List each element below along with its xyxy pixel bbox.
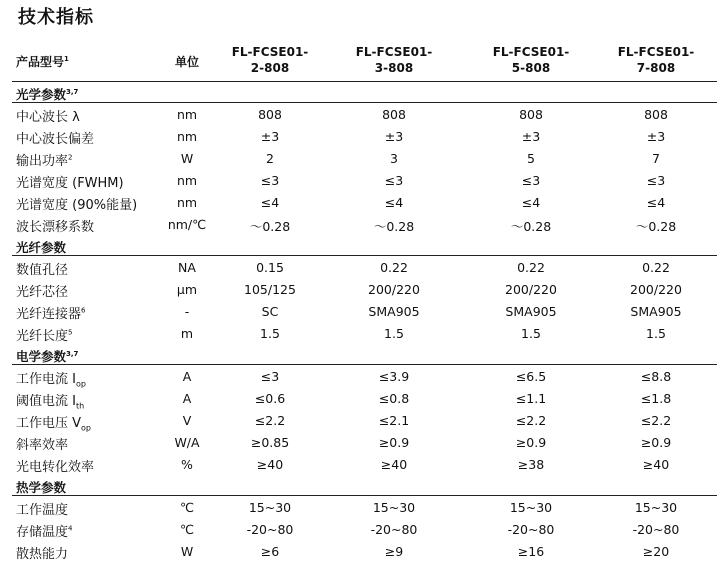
parameter-name: 数值孔径 xyxy=(16,263,69,278)
table-row xyxy=(12,278,717,300)
value-cell: ≤2.2 xyxy=(640,413,672,428)
value-cell: ≤4 xyxy=(260,195,280,210)
value-cell: ≤6.5 xyxy=(515,369,547,384)
value-cell: ～0.28 xyxy=(635,219,677,234)
value-cell: 1.5 xyxy=(521,326,541,341)
value-cell: ≥16 xyxy=(517,544,545,559)
model-column-header: 产品型号$^1$ xyxy=(16,55,69,69)
value-cell: 3 xyxy=(390,151,398,166)
value-cell: ～0.28 xyxy=(510,219,552,234)
parameter-name: 散热能力 xyxy=(16,547,69,562)
value-cell: ≥0.9 xyxy=(640,435,672,450)
value-cell: SMA905 xyxy=(368,304,420,319)
value-cell: ≤1.1 xyxy=(515,391,547,406)
value-cell: ≥38 xyxy=(517,457,545,472)
value-cell: 7 xyxy=(652,151,660,166)
unit-cell: μm xyxy=(176,282,198,297)
value-cell: ≤3.9 xyxy=(378,369,410,384)
parameter-name: 存储温度$^4$ xyxy=(16,524,73,540)
unit-cell: NA xyxy=(178,260,196,275)
model-header: FL-FCSE01- 7-808 xyxy=(617,45,695,75)
table-row xyxy=(12,453,717,475)
value-cell: -20~80 xyxy=(246,522,294,537)
table-row xyxy=(12,387,717,409)
value-cell: ～0.28 xyxy=(249,219,291,234)
parameter-name: 阈值电流 $I_{th}$ xyxy=(16,394,85,411)
value-cell: ≤3 xyxy=(384,173,404,188)
unit-cell: ℃ xyxy=(179,500,195,515)
parameter-name: 斜率效率 xyxy=(16,438,69,453)
parameter-name: 光纤长度$^5$ xyxy=(16,328,73,344)
unit-cell: - xyxy=(184,304,190,319)
value-cell: 808 xyxy=(644,107,668,122)
parameter-name: 输出功率$^2$ xyxy=(16,153,73,169)
value-cell: ≥20 xyxy=(642,544,670,559)
value-cell: ≤4 xyxy=(521,195,541,210)
unit-cell: ℃ xyxy=(179,522,195,537)
value-cell: ≥40 xyxy=(380,457,408,472)
table-row xyxy=(12,169,717,191)
parameter-name: 光谱宽度 (FWHM) xyxy=(16,176,124,191)
spec-table xyxy=(12,38,717,562)
value-cell: 105/125 xyxy=(244,282,296,297)
value-cell: -20~80 xyxy=(370,522,418,537)
value-cell: 200/220 xyxy=(505,282,557,297)
value-cell: 0.22 xyxy=(380,260,408,275)
table-row xyxy=(12,409,717,431)
section-header xyxy=(12,475,717,496)
value-cell: ～0.28 xyxy=(373,219,415,234)
value-cell: ≤1.8 xyxy=(640,391,672,406)
unit-cell: A xyxy=(182,391,192,406)
value-cell: 15~30 xyxy=(509,500,553,515)
unit-cell: nm xyxy=(176,173,198,188)
value-cell: 15~30 xyxy=(248,500,292,515)
value-cell: ≥9 xyxy=(384,544,404,559)
table-row xyxy=(12,300,717,322)
unit-cell: W xyxy=(180,151,194,166)
unit-cell: nm xyxy=(176,129,198,144)
value-cell: ±3 xyxy=(384,129,404,144)
unit-cell: nm xyxy=(176,195,198,210)
section-header xyxy=(12,82,717,103)
parameter-name: 光纤连接器$^6$ xyxy=(16,306,86,322)
unit-column-header: 单位 xyxy=(174,55,199,69)
value-cell: 1.5 xyxy=(384,326,404,341)
value-cell: ≤2.1 xyxy=(378,413,410,428)
value-cell: ±3 xyxy=(521,129,541,144)
table-body xyxy=(12,82,717,562)
section-header xyxy=(12,344,717,365)
table-row xyxy=(12,213,717,235)
value-cell: ≥0.9 xyxy=(378,435,410,450)
value-cell: SC xyxy=(261,304,279,319)
table-row xyxy=(12,496,717,518)
value-cell: ≤0.8 xyxy=(378,391,410,406)
section-label: 光学参数$^{3,7}$ xyxy=(16,87,79,102)
value-cell: 808 xyxy=(519,107,543,122)
page-title: 技术指标 xyxy=(18,7,94,28)
parameter-name: 光电转化效率 xyxy=(16,460,95,475)
parameter-name: 波长漂移系数 xyxy=(16,220,95,235)
model-header: FL-FCSE01- 5-808 xyxy=(492,45,570,75)
unit-cell: A xyxy=(182,369,192,384)
value-cell: 15~30 xyxy=(634,500,678,515)
value-cell: ≥6 xyxy=(260,544,280,559)
parameter-name: 中心波长偏差 xyxy=(16,132,95,147)
parameter-name: 光纤芯径 xyxy=(16,285,69,300)
value-cell: SMA905 xyxy=(630,304,682,319)
value-cell: ≤3 xyxy=(260,369,280,384)
parameter-name: 工作温度 xyxy=(16,503,69,518)
unit-cell: nm xyxy=(176,107,198,122)
section-label: 光纤参数 xyxy=(16,240,67,255)
model-header: FL-FCSE01- 2-808 xyxy=(231,45,309,75)
value-cell: ≤4 xyxy=(646,195,666,210)
value-cell: ≤2.2 xyxy=(254,413,286,428)
value-cell: 0.22 xyxy=(642,260,670,275)
section-header xyxy=(12,235,717,256)
value-cell: ≥40 xyxy=(256,457,284,472)
table-row xyxy=(12,365,717,387)
parameter-name: 中心波长 λ xyxy=(16,110,80,125)
table-row xyxy=(12,431,717,453)
value-cell: ≥40 xyxy=(642,457,670,472)
value-cell: -20~80 xyxy=(507,522,555,537)
value-cell: ≤0.6 xyxy=(254,391,286,406)
unit-cell: V xyxy=(182,413,192,428)
table-row xyxy=(12,518,717,540)
table-row xyxy=(12,256,717,278)
table-row xyxy=(12,147,717,169)
value-cell: ≤2.2 xyxy=(515,413,547,428)
unit-cell: W/A xyxy=(174,435,200,450)
value-cell: 1.5 xyxy=(260,326,280,341)
value-cell: ≥0.85 xyxy=(250,435,290,450)
value-cell: ±3 xyxy=(260,129,280,144)
table-row xyxy=(12,103,717,125)
value-cell: 2 xyxy=(266,151,274,166)
value-cell: -20~80 xyxy=(632,522,680,537)
value-cell: 200/220 xyxy=(630,282,682,297)
value-cell: ≤3 xyxy=(646,173,666,188)
unit-cell: W xyxy=(180,544,194,559)
value-cell: 808 xyxy=(382,107,406,122)
value-cell: 5 xyxy=(527,151,535,166)
unit-cell: m xyxy=(180,326,194,341)
parameter-name: 工作电流 $I_{op}$ xyxy=(16,372,86,389)
section-label: 电学参数$^{3,7}$ xyxy=(16,349,79,364)
value-cell: SMA905 xyxy=(505,304,557,319)
value-cell: 1.5 xyxy=(646,326,666,341)
value-cell: ≤3 xyxy=(260,173,280,188)
value-cell: 808 xyxy=(258,107,282,122)
table-row xyxy=(12,125,717,147)
table-row xyxy=(12,540,717,562)
parameter-name: 工作电压 $V_{op}$ xyxy=(16,416,92,433)
value-cell: 200/220 xyxy=(368,282,420,297)
value-cell: ≤8.8 xyxy=(640,369,672,384)
value-cell: 15~30 xyxy=(372,500,416,515)
value-cell: ±3 xyxy=(646,129,666,144)
value-cell: ≤3 xyxy=(521,173,541,188)
value-cell: 0.15 xyxy=(256,260,284,275)
section-label: 热学参数 xyxy=(16,480,67,495)
table-row xyxy=(12,191,717,213)
table-header xyxy=(12,38,717,82)
value-cell: 0.22 xyxy=(517,260,545,275)
parameter-name: 光谱宽度 (90%能量) xyxy=(16,198,138,213)
unit-cell: % xyxy=(181,457,193,472)
value-cell: ≥0.9 xyxy=(515,435,547,450)
unit-cell: nm/℃ xyxy=(167,217,207,232)
value-cell: ≤4 xyxy=(384,195,404,210)
model-header: FL-FCSE01- 3-808 xyxy=(355,45,433,75)
table-row xyxy=(12,322,717,344)
